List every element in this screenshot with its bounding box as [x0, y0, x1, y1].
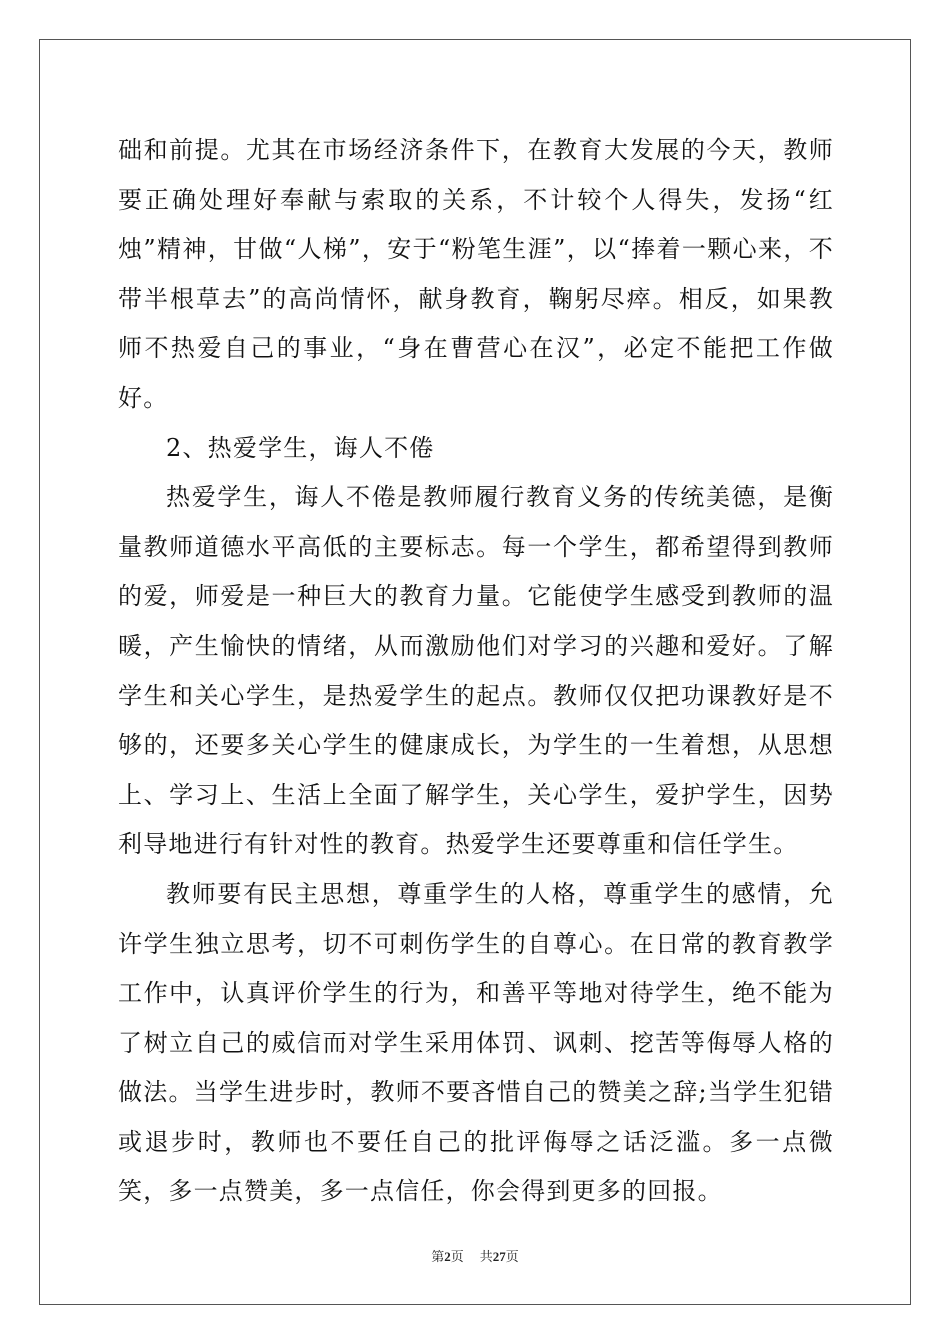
paragraph-1: 础和前提。尤其在市场经济条件下，在教育大发展的今天，教师要正确处理好奉献与索取的关系，不计较个人得失，发扬“红烛”精神，甘做“人梯”，安于“粉笔生涯”，以“捧着一颗心来，不带半根草去”的高尚情怀，献身教育，鞠躬尽瘁。相反，如果教师不热爱自己的事业，“身在曹营心在汉”，必定不能把工作做好。 — [118, 136, 834, 412]
page-number-label: 第2页 — [431, 1249, 464, 1264]
section-heading: 2、热爱学生，诲人不倦 — [166, 433, 435, 462]
page-footer — [0, 1246, 950, 1265]
total-pages-label: 共27页 — [479, 1249, 519, 1264]
page-number: 2 — [444, 1249, 451, 1264]
document-body — [118, 126, 834, 1217]
total-pages: 27 — [492, 1249, 506, 1264]
paragraph-2: 热爱学生，诲人不倦是教师履行教育义务的传统美德，是衡量教师道德水平高低的主要标志。每一个学生，都希望得到教师的爱，师爱是一种巨大的教育力量。它能使学生感受到教师的温暖，产生愉快的情绪，从而激励他们对学习的兴趣和爱好。了解学生和关心学生，是热爱学生的起点。教师仅仅把功课教好是不够的，还要多关心学生的健康成长，为学生的一生着想，从思想上、学习上、生活上全面了解学生，关心学生，爱护学生，因势利导地进行有针对性的教育。热爱学生还要尊重和信任学生。 — [118, 483, 834, 859]
paragraph-3: 教师要有民主思想，尊重学生的人格，尊重学生的感情，允许学生独立思考，切不可刺伤学生的自尊心。在日常的教育教学工作中，认真评价学生的行为，和善平等地对待学生，绝不能为了树立自己的威信而对学生采用体罚、讽刺、挖苦等侮辱人格的做法。当学生进步时，教师不要吝惜自己的赞美之辞;当学生犯错或退步时，教师也不要任自己的批评侮辱之话泛滥。多一点微笑，多一点赞美，多一点信任，你会得到更多的回报。 — [118, 879, 834, 1206]
